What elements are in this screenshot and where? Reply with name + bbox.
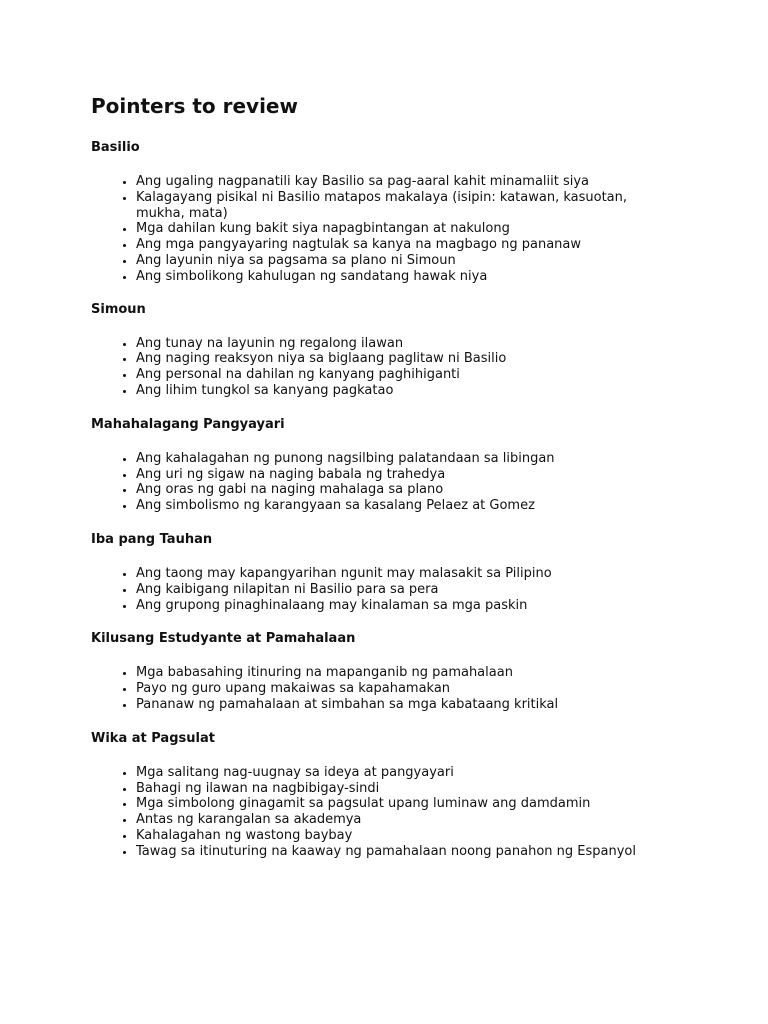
section-iba-pang-tauhan [91,532,677,613]
section-heading: Iba pang Tauhan [91,531,213,547]
list-item: • Antas ng karangalan sa akademya [136,812,677,828]
list-item: • Ang grupong pinaghinalaang may kinalaman sa mga paskin [136,598,677,614]
section-simoun [91,302,677,399]
section-heading: Kilusang Estudyante at Pamahalaan [91,631,356,647]
list-item: • Ang ugaling nagpanatili kay Basilio sa pag-aaral kahit minamaliit siya [136,174,677,190]
list-item: • Ang personal na dahilan ng kanyang paghihiganti [136,367,677,383]
bullet-list [91,665,677,712]
bullet-list [91,765,677,860]
section-kilusang-estudyante [91,631,677,712]
bullet-list [91,566,677,613]
list-item: • Ang simbolikong kahulugan ng sandatang hawak niya [136,269,677,285]
section-wika-at-pagsulat [91,731,677,860]
list-item: • Ang simbolismo ng karangyaan sa kasalang Pelaez at Gomez [136,498,677,514]
list-item: • Ang taong may kapangyarihan ngunit may malasakit sa Pilipino [136,566,677,582]
section-heading: Basilio [91,140,140,155]
page-title: Pointers to review [91,94,298,118]
list-item: • Ang kaibigang nilapitan ni Basilio para sa pera [136,582,677,598]
list-item: • Bahagi ng ilawan na nagbibigay-sindi [136,781,677,797]
section-basilio [91,140,677,285]
bullet-list [91,174,677,285]
list-item: • Payo ng guro upang makaiwas sa kapahamakan [136,681,677,697]
list-item: • Ang naging reaksyon niya sa biglaang paglitaw ni Basilio [136,351,677,367]
list-item: • Mga babasahing itinuring na mapanganib ng pamahalaan [136,665,677,681]
section-heading: Wika at Pagsulat [91,730,215,746]
list-item: • Ang mga pangyayaring nagtulak sa kanya na magbago ng pananaw [136,237,677,253]
bullet-list [91,451,677,514]
section-heading: Mahahalagang Pangyayari [91,416,285,432]
list-item: • Mga dahilan kung bakit siya napagbintangan at nakulong [136,221,677,237]
list-item: • Ang layunin niya sa pagsama sa plano ni Simoun [136,253,677,269]
list-item: • Pananaw ng pamahalaan at simbahan sa mga kabataang kritikal [136,697,677,713]
section-mahahalagang-pangyayari [91,417,677,514]
section-heading: Simoun [91,301,146,317]
list-item: • Mga salitang nag-uugnay sa ideya at pangyayari [136,765,677,781]
list-item: • Tawag sa itinuturing na kaaway ng pamahalaan noong panahon ng Espanyol [136,844,677,860]
list-item: • Ang oras ng gabi na naging mahalaga sa plano [136,482,677,498]
list-item: • Ang tunay na layunin ng regalong ilawan [136,336,677,352]
list-item: • Ang uri ng sigaw na naging babala ng trahedya [136,467,677,483]
list-item: • Kalagayang pisikal ni Basilio matapos makalaya (isipin: katawan, kasuotan, mukha, mata) [136,190,677,222]
bullet-list [91,336,677,399]
list-item: • Kahalagahan ng wastong baybay [136,828,677,844]
list-item: • Mga simbolong ginagamit sa pagsulat upang luminaw ang damdamin [136,796,677,812]
list-item: • Ang lihim tungkol sa kanyang pagkatao [136,383,677,399]
list-item: • Ang kahalagahan ng punong nagsilbing palatandaan sa libingan [136,451,677,467]
